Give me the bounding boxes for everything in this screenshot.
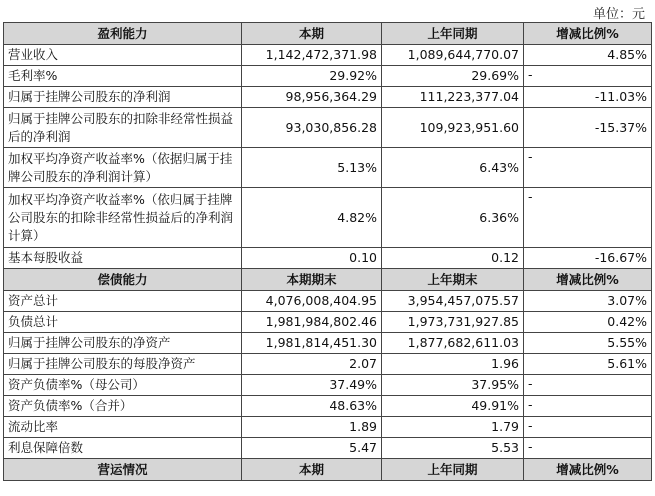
row-current: 98,956,364.29 (242, 87, 382, 108)
header-previous: 上年期末 (382, 269, 524, 291)
table-row (4, 375, 652, 396)
row-label: 基本每股收益 (4, 248, 242, 269)
header-indicator: 盈利能力 (4, 23, 242, 45)
table-row (4, 333, 652, 354)
header-current: 本期 (242, 459, 382, 481)
table-row (4, 108, 652, 148)
row-current: 4.82% (242, 188, 382, 248)
row-label: 利息保障倍数 (4, 438, 242, 459)
table-row (4, 188, 652, 248)
row-current: 48.63% (242, 396, 382, 417)
row-previous: 109,923,951.60 (382, 108, 524, 148)
table-row (4, 66, 652, 87)
row-previous: 6.36% (382, 188, 524, 248)
row-change: -16.67% (524, 248, 652, 269)
row-previous: 1,973,731,927.85 (382, 312, 524, 333)
table-row (4, 45, 652, 66)
row-label: 负债总计 (4, 312, 242, 333)
header-change: 增减比例% (524, 269, 652, 291)
row-previous: 1.96 (382, 354, 524, 375)
row-current: 1,981,814,451.30 (242, 333, 382, 354)
financial-indicators-table (3, 22, 652, 481)
row-previous: 1.79 (382, 417, 524, 438)
row-change: -11.03% (524, 87, 652, 108)
row-previous: 3,954,457,075.57 (382, 291, 524, 312)
table-row (4, 354, 652, 375)
row-label: 归属于挂牌公司股东的扣除非经常性损益后的净利润 (4, 108, 242, 148)
table-row (4, 396, 652, 417)
row-previous: 29.69% (382, 66, 524, 87)
row-current: 5.47 (242, 438, 382, 459)
row-change: 0.42% (524, 312, 652, 333)
row-label: 营业收入 (4, 45, 242, 66)
row-current: 2.07 (242, 354, 382, 375)
row-change: - (524, 375, 652, 396)
row-previous: 0.12 (382, 248, 524, 269)
row-label: 毛利率% (4, 66, 242, 87)
header-current: 本期 (242, 23, 382, 45)
row-current: 5.13% (242, 148, 382, 188)
row-previous: 6.43% (382, 148, 524, 188)
header-indicator: 偿债能力 (4, 269, 242, 291)
row-change: 5.55% (524, 333, 652, 354)
row-label: 加权平均净资产收益率%（依据归属于挂牌公司股东的净利润计算） (4, 148, 242, 188)
row-change: - (524, 148, 652, 188)
header-change: 增减比例% (524, 23, 652, 45)
row-change: - (524, 438, 652, 459)
section-header-operations (4, 459, 652, 481)
row-current: 93,030,856.28 (242, 108, 382, 148)
row-change: 4.85% (524, 45, 652, 66)
row-label: 归属于挂牌公司股东的净利润 (4, 87, 242, 108)
unit-label: 单位：元 (592, 7, 645, 22)
header-indicator: 营运情况 (4, 459, 242, 481)
header-previous: 上年同期 (382, 23, 524, 45)
row-change: - (524, 188, 652, 248)
table-row (4, 438, 652, 459)
row-previous: 5.53 (382, 438, 524, 459)
header-current: 本期期末 (242, 269, 382, 291)
header-change: 增减比例% (524, 459, 652, 481)
row-current: 29.92% (242, 66, 382, 87)
row-previous: 1,089,644,770.07 (382, 45, 524, 66)
row-label: 归属于挂牌公司股东的净资产 (4, 333, 242, 354)
table-row (4, 291, 652, 312)
header-previous: 上年同期 (382, 459, 524, 481)
row-current: 0.10 (242, 248, 382, 269)
row-current: 1,142,472,371.98 (242, 45, 382, 66)
row-change: -15.37% (524, 108, 652, 148)
row-current: 37.49% (242, 375, 382, 396)
row-label: 流动比率 (4, 417, 242, 438)
table-row (4, 417, 652, 438)
table-row (4, 148, 652, 188)
row-label: 加权平均净资产收益率%（依归属于挂牌公司股东的扣除非经常性损益后的净利润计算） (4, 188, 242, 248)
row-previous: 111,223,377.04 (382, 87, 524, 108)
row-label: 资产负债率%（母公司） (4, 375, 242, 396)
table-row (4, 312, 652, 333)
section-header-profitability (4, 23, 652, 45)
row-label: 资产负债率%（合并） (4, 396, 242, 417)
row-previous: 49.91% (382, 396, 524, 417)
row-current: 1,981,984,802.46 (242, 312, 382, 333)
row-change: - (524, 66, 652, 87)
row-change: - (524, 396, 652, 417)
row-current: 4,076,008,404.95 (242, 291, 382, 312)
section-header-solvency (4, 269, 652, 291)
table-row (4, 87, 652, 108)
row-label: 资产总计 (4, 291, 242, 312)
row-label: 归属于挂牌公司股东的每股净资产 (4, 354, 242, 375)
row-previous: 1,877,682,611.03 (382, 333, 524, 354)
row-previous: 37.95% (382, 375, 524, 396)
row-change: 3.07% (524, 291, 652, 312)
row-change: 5.61% (524, 354, 652, 375)
row-change: - (524, 417, 652, 438)
table-row (4, 248, 652, 269)
row-current: 1.89 (242, 417, 382, 438)
